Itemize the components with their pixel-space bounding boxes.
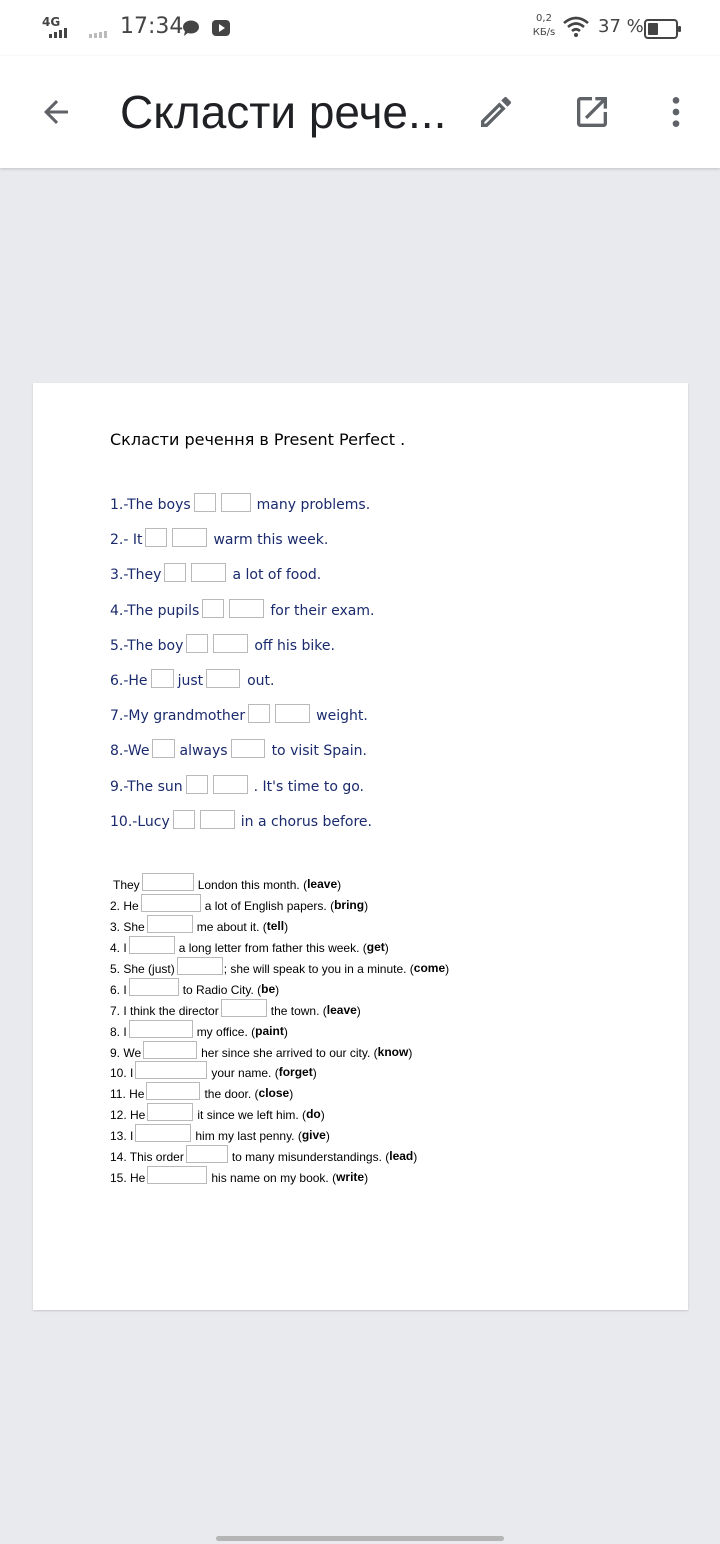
exercise2-row: 6. I to Radio City. ( be ): [110, 982, 449, 1003]
exercise2-row: 5. She (just) ; she will speak to you in a minute. ( come ): [110, 961, 449, 982]
network-speed: 0,2 КБ/s: [532, 13, 556, 38]
answer-box[interactable]: [172, 528, 207, 547]
answer-box[interactable]: [221, 999, 267, 1017]
open-in-new-icon: [572, 92, 612, 132]
exercise1-row: 9.-The sun . It's time to go.: [110, 777, 374, 812]
exercise1-row: 6.-He just out.: [110, 671, 374, 706]
exercise2-row: 4. I a long letter from father this week. ( get ): [110, 940, 449, 961]
answer-box[interactable]: [129, 1020, 193, 1038]
answer-box[interactable]: [194, 493, 216, 512]
answer-box[interactable]: [142, 873, 194, 891]
exercise2-row: 12. He it since we left him. ( do ): [110, 1107, 449, 1128]
exercise2-row: 11. He the door. ( close ): [110, 1086, 449, 1107]
edit-button[interactable]: [468, 84, 524, 140]
youtube-icon: [211, 18, 231, 38]
answer-box[interactable]: [200, 810, 235, 829]
exercise1-row: 4.-The pupils for their exam.: [110, 601, 374, 636]
answer-box[interactable]: [177, 957, 223, 975]
answer-box[interactable]: [191, 563, 226, 582]
exercise2-row: 2. He a lot of English papers. ( bring ): [110, 898, 449, 919]
answer-box[interactable]: [186, 775, 208, 794]
signal-icon: [49, 28, 69, 38]
answer-box[interactable]: [186, 1145, 228, 1163]
answer-box[interactable]: [129, 936, 175, 954]
exercise1-row: 1.-The boys many problems.: [110, 495, 374, 530]
status-bar: [0, 0, 720, 56]
answer-box[interactable]: [248, 704, 270, 723]
exercise2-row: 7. I think the director the town. ( leave ): [110, 1003, 449, 1024]
answer-box[interactable]: [202, 599, 224, 618]
answer-box[interactable]: [151, 669, 174, 688]
exercise-1: [110, 495, 374, 847]
answer-box[interactable]: [147, 1166, 207, 1184]
answer-box[interactable]: [143, 1041, 197, 1059]
exercise2-row: 8. I my office. ( paint ): [110, 1024, 449, 1045]
answer-box[interactable]: [229, 599, 264, 618]
exercise1-row: 8.-We always to visit Spain.: [110, 741, 374, 776]
answer-box[interactable]: [213, 775, 248, 794]
exercise2-row: 13. I him my last penny. ( give ): [110, 1128, 449, 1149]
exercise2-row: 10. I your name. ( forget ): [110, 1065, 449, 1086]
arrow-back-icon: [38, 94, 74, 130]
answer-box[interactable]: [221, 493, 251, 512]
answer-box[interactable]: [173, 810, 195, 829]
clock: 17:34: [120, 14, 184, 39]
answer-box[interactable]: [135, 1124, 191, 1142]
back-button[interactable]: [28, 84, 84, 140]
edit-icon: [476, 92, 516, 132]
battery-percent: 37 %: [598, 16, 644, 37]
answer-box[interactable]: [164, 563, 186, 582]
open-in-new-button[interactable]: [564, 84, 620, 140]
network-type: 4G: [42, 15, 61, 29]
exercise1-row: 5.-The boy off his bike.: [110, 636, 374, 671]
exercise-2: [110, 877, 449, 1191]
answer-box[interactable]: [146, 1082, 200, 1100]
exercise1-row: 10.-Lucy in a chorus before.: [110, 812, 374, 847]
more-options-button[interactable]: [648, 84, 704, 140]
exercise2-row: 14. This order to many misunderstandings. ( lead ): [110, 1149, 449, 1170]
page-title: Скласти рече...: [120, 86, 447, 138]
battery-icon: [644, 19, 682, 39]
wifi-icon: [563, 16, 589, 38]
answer-box[interactable]: [147, 1103, 193, 1121]
answer-box[interactable]: [141, 894, 201, 912]
more-vert-icon: [656, 92, 696, 132]
answer-box[interactable]: [186, 634, 208, 653]
answer-box[interactable]: [152, 739, 175, 758]
exercise2-row: 3. She me about it. ( tell ): [110, 919, 449, 940]
exercise2-row: 15. He his name on my book. ( write ): [110, 1170, 449, 1191]
app-bar: [0, 56, 720, 168]
exercise2-row: 9. We her since she arrived to our city. ( know ): [110, 1045, 449, 1066]
answer-box[interactable]: [213, 634, 248, 653]
document-title: Скласти речення в Present Perfect .: [110, 430, 406, 449]
answer-box[interactable]: [135, 1061, 207, 1079]
signal-weak-icon: [89, 28, 113, 38]
exercise1-row: 2.- It warm this week.: [110, 530, 374, 565]
answer-box[interactable]: [129, 978, 179, 996]
answer-box[interactable]: [147, 915, 193, 933]
exercise1-row: 7.-My grandmother weight.: [110, 706, 374, 741]
answer-box[interactable]: [275, 704, 310, 723]
answer-box[interactable]: [206, 669, 240, 688]
answer-box[interactable]: [231, 739, 265, 758]
exercise2-row: They London this month. ( leave ): [110, 877, 449, 898]
exercise1-row: 3.-They a lot of food.: [110, 565, 374, 600]
answer-box[interactable]: [145, 528, 167, 547]
message-icon: [181, 18, 201, 38]
gesture-nav-handle[interactable]: [216, 1536, 504, 1541]
document-page: [33, 383, 688, 1310]
